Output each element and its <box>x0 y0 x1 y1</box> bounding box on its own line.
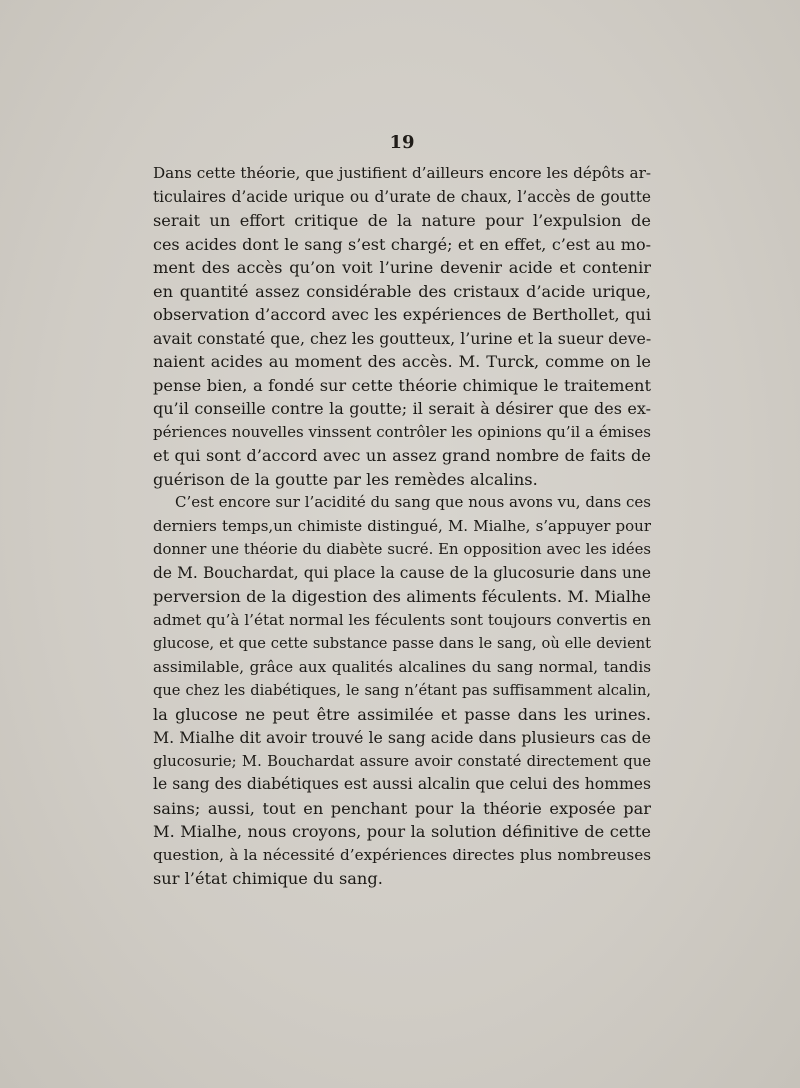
text-line: admet qu’à l’état normal les féculents sont toujours convertis en <box>153 610 651 629</box>
text-line: naient acides au moment des accès. M. Turck, comme on le <box>153 352 651 371</box>
text-line: glucose, et que cette substance passe dans le sang, où elle devient <box>153 635 651 652</box>
text-line: de M. Bouchardat, qui place la cause de la glucosurie dans une <box>153 563 651 582</box>
text-line: perversion de la digestion des aliments féculents. M. Mialhe <box>153 587 651 606</box>
text-line: le sang des diabétiques est aussi alcalin que celui des hommes <box>153 775 651 793</box>
text-line: M. Mialhe dit avoir trouvé le sang acide dans plusieurs cas de <box>153 728 651 747</box>
text-line: ment des accès qu’on voit l’urine devenir acide et contenir <box>153 258 651 277</box>
text-line: ces acides dont le sang s’est chargé; et en effet, c’est au mo- <box>153 234 651 254</box>
text-line: glucosurie; M. Bouchardat assure avoir constaté directement que <box>153 752 651 770</box>
text-line: en quantité assez considérable des cristaux d’acide urique, <box>153 281 651 301</box>
text-line: sur l’état chimique du sang. <box>153 869 383 888</box>
text-line: derniers temps,un chimiste distingué, M. Mialhe, s’appuyer pour <box>153 516 651 535</box>
text-line: assimilable, grâce aux qualités alcalines du sang normal, tandis <box>153 657 651 676</box>
text-line: avait constaté que, chez les goutteux, l’urine et la sueur deve- <box>153 328 651 348</box>
text-line: Dans cette théorie, que justifient d’ailleurs encore les dépôts ar- <box>153 164 651 182</box>
text-line: que chez les diabétiques, le sang n’étant pas suffisamment alcalin, <box>153 682 651 699</box>
text-line: observation d’accord avec les expériences de Berthollet, qui <box>153 305 651 324</box>
text-line: M. Mialhe, nous croyons, pour la solution définitive de cette <box>153 822 651 841</box>
text-line: donner une théorie du diabète sucré. En opposition avec les idées <box>153 541 651 558</box>
text-line: question, à la nécessité d’expériences directes plus nombreuses <box>153 845 651 864</box>
text-line: sains; aussi, tout en penchant pour la théorie exposée par <box>153 798 651 818</box>
text-line: et qui sont d’accord avec un assez grand nombre de faits de <box>153 446 651 465</box>
text-line: guérison de la goutte par les remèdes alcalins. <box>153 469 538 489</box>
text-line: périences nouvelles vinssent contrôler les opinions qu’il a émises <box>153 422 651 441</box>
page-number: 19 <box>389 132 415 153</box>
text-line: qu’il conseille contre la goutte; il serait à désirer que des ex- <box>153 399 651 418</box>
text-line: la glucose ne peut être assimilée et passe dans les urines. <box>153 704 651 724</box>
text-line: C’est encore sur l’acidité du sang que nous avons vu, dans ces <box>175 493 651 511</box>
body-text <box>153 162 651 891</box>
text-line: pense bien, a fondé sur cette théorie chimique le traitement <box>153 375 651 395</box>
text-line: serait un effort critique de la nature pour l’expulsion de <box>153 211 651 230</box>
text-line: ticulaires d’acide urique ou d’urate de chaux, l’accès de goutte <box>153 187 651 206</box>
